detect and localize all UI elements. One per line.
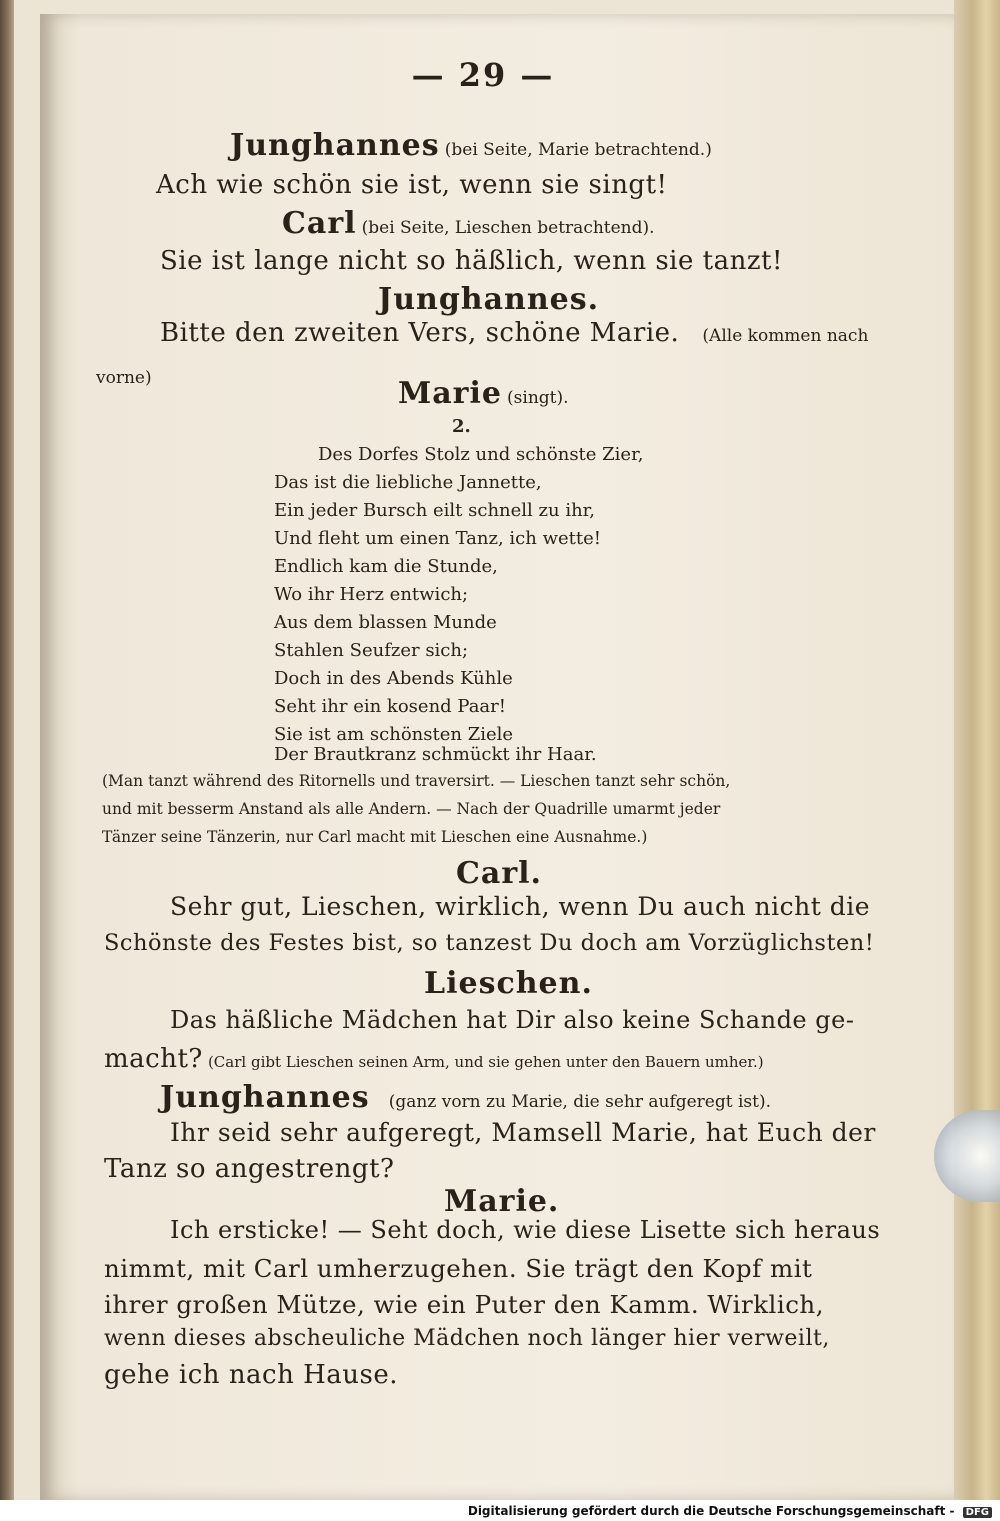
- song-line: Das ist die liebliche Jannette,: [274, 472, 542, 493]
- dialog-line: ihrer großen Mütze, wie ein Puter den Kamm. Wirklich,: [104, 1290, 825, 1319]
- dialog-line: Sie ist lange nicht so häßlich, wenn sie tanzt!: [160, 246, 783, 276]
- stage-direction: (ganz vorn zu Marie, die sehr aufgeregt ist).: [388, 1092, 772, 1112]
- speaker-name: Carl.: [456, 856, 542, 891]
- song-line: Des Dorfes Stolz und schönste Zier,: [318, 444, 644, 465]
- book-spine-edge: [0, 0, 14, 1500]
- dialog-line: Tanz so angestrengt?: [104, 1154, 395, 1184]
- stage-direction: (Carl gibt Lieschen seinen Arm, und sie gehen unter den Bauern umher.): [207, 1053, 764, 1071]
- dialog-line: [160, 318, 868, 348]
- stage-direction: (bei Seite, Marie betrachtend.): [444, 140, 712, 160]
- speaker-name: Lieschen.: [424, 966, 593, 1001]
- dialog-line: [104, 1044, 764, 1074]
- song-line: Wo ihr Herz entwich;: [274, 584, 469, 605]
- speaker-name: Carl: [282, 206, 357, 241]
- stage-direction: (bei Seite, Lieschen betrachtend).: [361, 218, 655, 238]
- stage-direction-line: und mit besserm Anstand als alle Andern. — Nach der Quadrille umarmt jeder: [102, 800, 721, 818]
- song-line: Seht ihr ein kosend Paar!: [274, 696, 507, 717]
- dfg-logo: DFG: [963, 1507, 992, 1518]
- dialog-line: Das häßliche Mädchen hat Dir also keine Schande ge-: [170, 1006, 855, 1034]
- stage-direction-line: (Man tanzt während des Ritornells und traversirt. — Lieschen tanzt sehr schön,: [102, 772, 731, 790]
- book-fore-edge: [954, 0, 1000, 1500]
- dialog-line: Ich ersticke! — Seht doch, wie diese Lisette sich heraus: [170, 1216, 881, 1244]
- stage-direction: (Alle kommen nach: [702, 326, 869, 346]
- song-line: Ein jeder Bursch eilt schnell zu ihr,: [274, 500, 596, 521]
- speaker-line: [160, 1080, 771, 1115]
- dialog-line: nimmt, mit Carl umherzugehen. Sie trägt den Kopf mit: [104, 1254, 813, 1283]
- dialog-line: gehe ich nach Hause.: [104, 1360, 399, 1390]
- dialog-text: Bitte den zweiten Vers, schöne Marie.: [160, 318, 680, 348]
- dialog-line: Ihr seid sehr aufgeregt, Mamsell Marie, hat Euch der: [170, 1118, 876, 1147]
- speaker-name: Marie: [398, 376, 502, 411]
- dialog-line: Ach wie schön sie ist, wenn sie singt!: [156, 170, 668, 200]
- song-line: Doch in des Abends Kühle: [274, 668, 513, 689]
- speaker-line: [230, 128, 712, 163]
- dialog-text: macht?: [104, 1044, 203, 1074]
- verse-number: 2.: [452, 416, 471, 437]
- dialog-line: Schönste des Festes bist, so tanzest Du doch am Vorzüglichsten!: [104, 930, 875, 956]
- song-line: Und fleht um einen Tanz, ich wette!: [274, 528, 601, 549]
- song-line: Der Brautkranz schmückt ihr Haar.: [274, 744, 597, 765]
- dialog-line: Sehr gut, Lieschen, wirklich, wenn Du auch nicht die: [170, 892, 871, 921]
- stage-direction: (singt).: [507, 388, 569, 408]
- speaker-name: Junghannes: [160, 1080, 370, 1115]
- page-number: — 29 —: [411, 56, 555, 94]
- stage-direction-line: Tänzer seine Tänzerin, nur Carl macht mit Lieschen eine Ausnahme.): [102, 828, 648, 846]
- speaker-name: Junghannes.: [378, 282, 600, 317]
- credit-text: Digitalisierung gefördert durch die Deutsche Forschungsgemeinschaft -: [467, 1504, 955, 1518]
- speaker-name: Junghannes: [230, 128, 440, 163]
- stage-direction: vorne): [96, 368, 152, 388]
- song-line: Sie ist am schönsten Ziele: [274, 724, 514, 745]
- speaker-name: Marie.: [444, 1184, 560, 1219]
- speaker-line: [398, 376, 569, 411]
- song-line: Aus dem blassen Munde: [274, 612, 497, 633]
- dialog-line: wenn dieses abscheuliche Mädchen noch länger hier verweilt,: [104, 1326, 830, 1351]
- song-line: Endlich kam die Stunde,: [274, 556, 498, 577]
- song-line: Stahlen Seufzer sich;: [274, 640, 469, 661]
- digitization-credit: [468, 1504, 992, 1518]
- speaker-line: [282, 206, 655, 241]
